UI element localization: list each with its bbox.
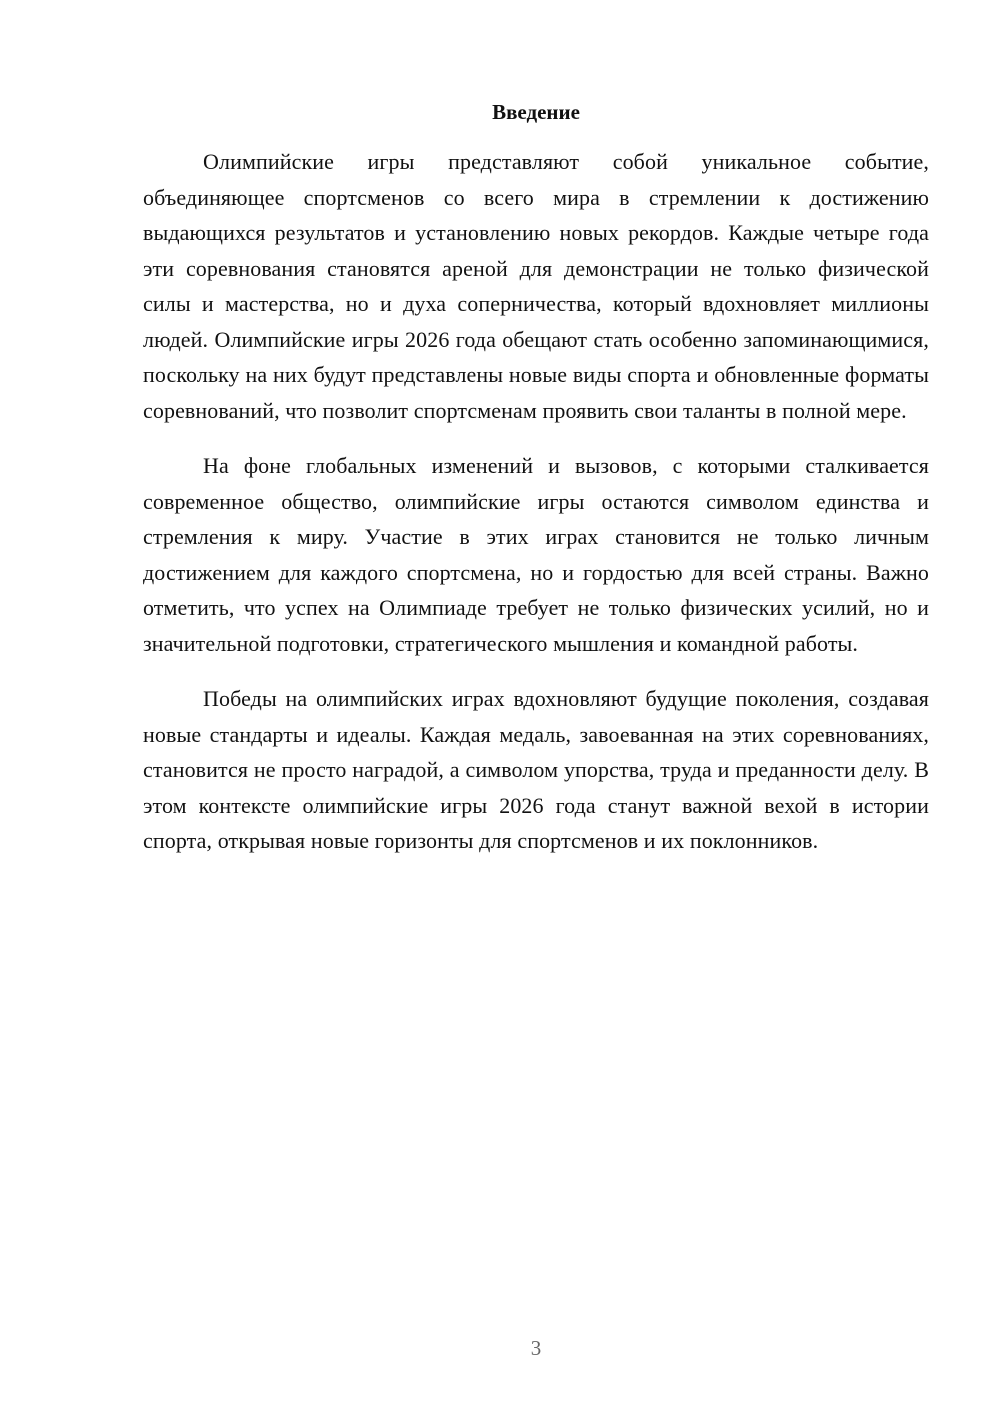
paragraph-3: Победы на олимпийских играх вдохновляют будущие поколения, создавая новые стандарты и идеалы. Каждая медаль, завоеванная на этих соревнованиях, становится не просто наградой, а символом упорства, труда и преданности делу. В этом контексте олимпийские игры 2026 года станут важной вехой в истории спорта, открывая новые горизонты для спортсменов и их поклонников.: [143, 686, 929, 853]
section-heading: Введение: [492, 100, 580, 124]
paragraph-1: Олимпийские игры представляют собой уникальное событие, объединяющее спортсменов со всего мира в стремлении к достижению выдающихся результатов и установлению новых рекордов. Каждые четыре года эти соревнования становятся ареной для демонстрации не только физической силы и мастерства, но и духа соперничества, который вдохновляет миллионы людей. Олимпийские игры 2026 года обещают стать особенно запоминающимися, поскольку на них будут представлены новые виды спорта и обновленные форматы соревнований, что позволит спортсменам проявить свои таланты в полной мере.: [143, 149, 929, 423]
paragraph-2: На фоне глобальных изменений и вызовов, с которыми сталкивается современное общество, олимпийские игры остаются символом единства и стремления к миру. Участие в этих играх становится не только личным достижением для каждого спортсмена, но и гордостью для всей страны. Важно отметить, что успех на Олимпиаде требует не только физических усилий, но и значительной подготовки, стратегического мышления и командной работы.: [143, 453, 929, 656]
body-text: [143, 144, 929, 879]
page-number: 3: [530, 1336, 542, 1360]
